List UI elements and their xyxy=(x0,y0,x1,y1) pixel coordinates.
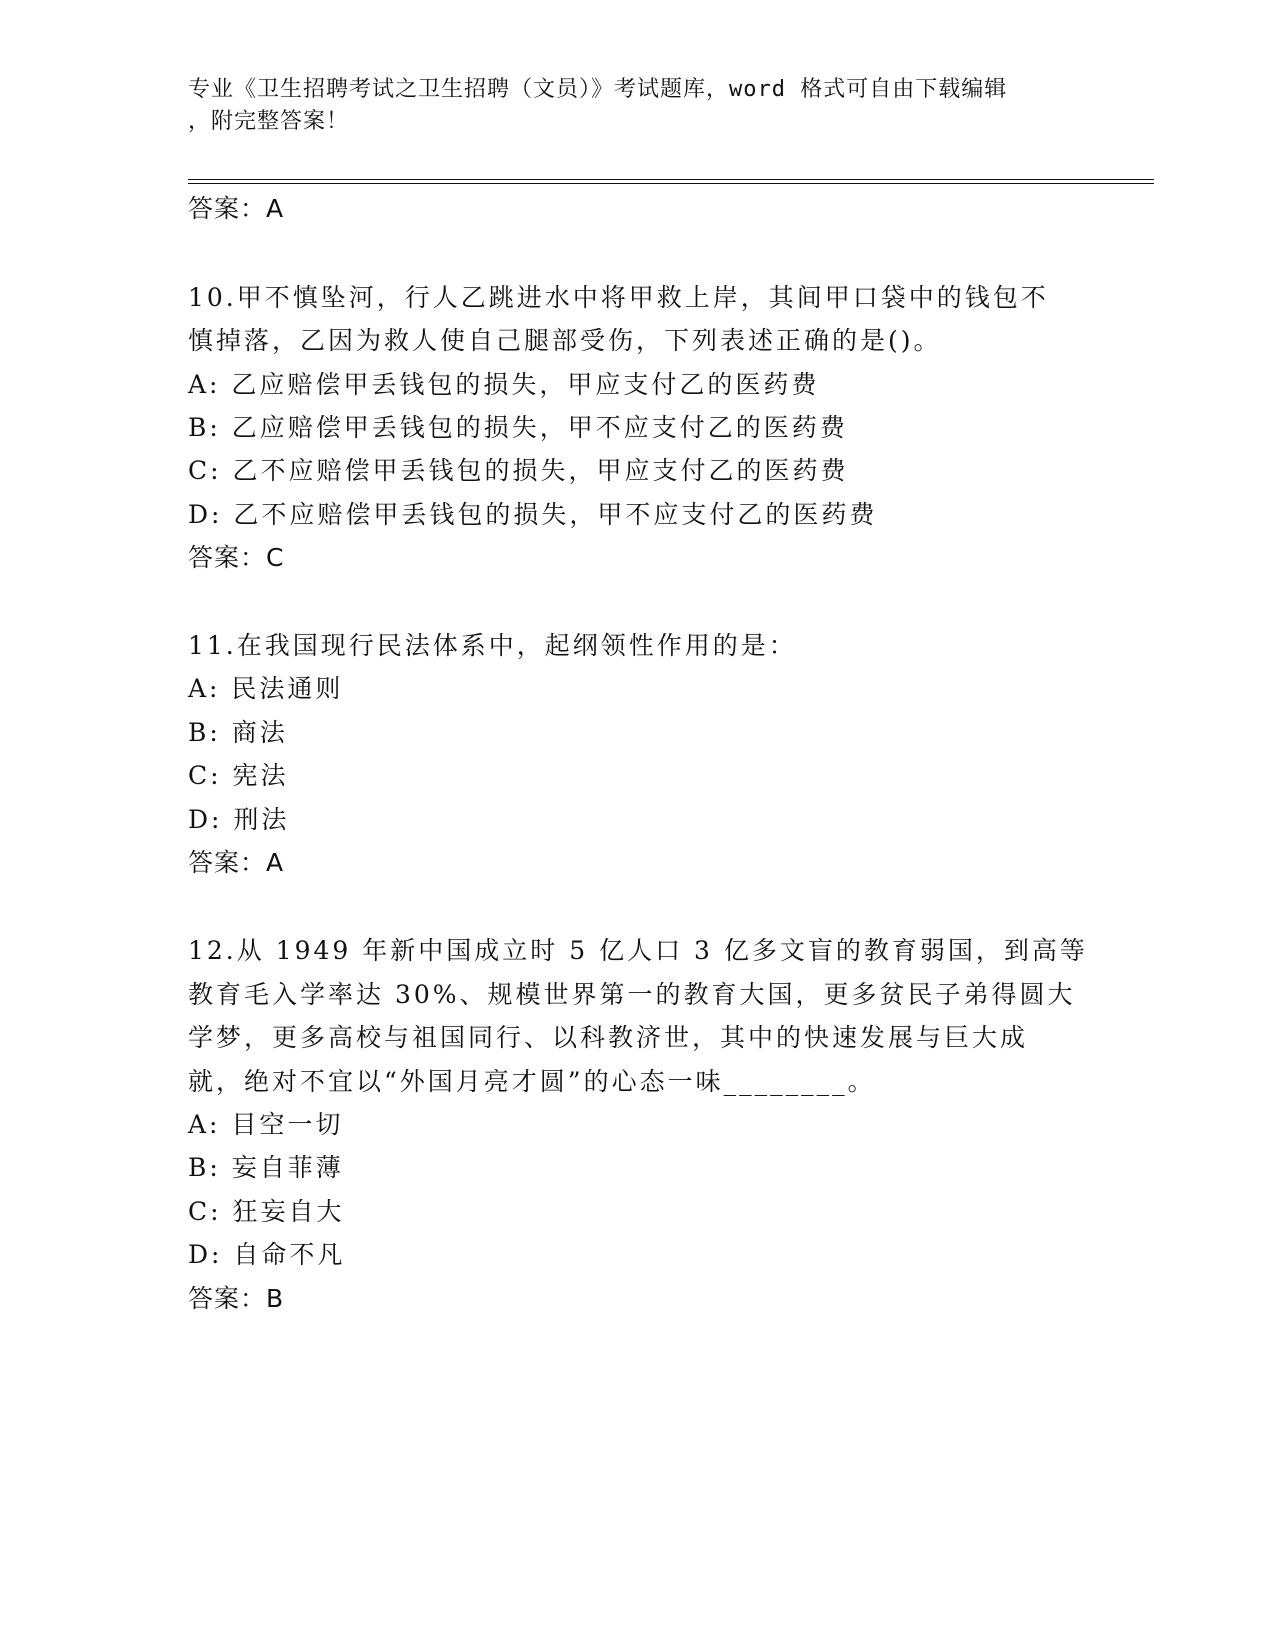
header-line-1: 专业《卫生招聘考试之卫生招聘（文员）》考试题库，word 格式可自由下载编辑 xyxy=(188,77,1008,102)
document-header xyxy=(188,74,1068,138)
question-12-option-d: D: 自命不凡 xyxy=(188,1240,346,1269)
question-12-option-a: A: 目空一切 xyxy=(188,1110,344,1139)
question-10-option-c: C: 乙不应赔偿甲丢钱包的损失，甲应支付乙的医药费 xyxy=(188,456,849,485)
question-11-option-d: D: 刑法 xyxy=(188,805,290,834)
question-11-option-c: C: 宪法 xyxy=(188,761,289,790)
question-12-stem-line-2: 教育毛入学率达 30%、规模世界第一的教育大国，更多贫民子弟得圆大 xyxy=(188,980,1076,1009)
question-10-option-a: A: 乙应赔偿甲丢钱包的损失，甲应支付乙的医药费 xyxy=(188,370,820,399)
question-10-option-d: D: 乙不应赔偿甲丢钱包的损失，甲不应支付乙的医药费 xyxy=(188,500,878,529)
question-12-stem-line-3: 学梦，更多高校与祖国同行、以科教济世，其中的快速发展与巨大成 xyxy=(188,1023,1029,1052)
question-10-answer: 答案：C xyxy=(188,543,285,572)
question-12-stem-line-1: 12.从 1949 年新中国成立时 5 亿人口 3 亿多文盲的教育弱国，到高等 xyxy=(188,936,1088,965)
header-divider-top xyxy=(188,179,1154,180)
question-11-stem-line-1: 11.在我国现行民法体系中，起纲领性作用的是： xyxy=(188,631,797,660)
question-11-option-a: A: 民法通则 xyxy=(188,674,344,703)
previous-answer: 答案：A xyxy=(188,194,285,223)
header-line-2: ，附完整答案！ xyxy=(188,109,350,134)
question-11-option-b: B: 商法 xyxy=(188,718,288,747)
header-divider-bottom xyxy=(188,183,1154,184)
question-12-answer: 答案：B xyxy=(188,1284,285,1313)
question-10-stem-line-2: 慎掉落，乙因为救人使自己腿部受伤，下列表述正确的是()。 xyxy=(188,326,942,355)
question-11-answer: 答案：A xyxy=(188,848,285,877)
question-10-stem-line-1: 10.甲不慎坠河，行人乙跳进水中将甲救上岸，其间甲口袋中的钱包不 xyxy=(188,283,1049,312)
question-12-stem-line-4: 就，绝对不宜以“外国月亮才圆”的心态一味________。 xyxy=(188,1067,876,1096)
question-10-option-b: B: 乙应赔偿甲丢钱包的损失，甲不应支付乙的医药费 xyxy=(188,413,848,442)
question-12-option-c: C: 狂妄自大 xyxy=(188,1197,345,1226)
question-12-option-b: B: 妄自菲薄 xyxy=(188,1153,344,1182)
